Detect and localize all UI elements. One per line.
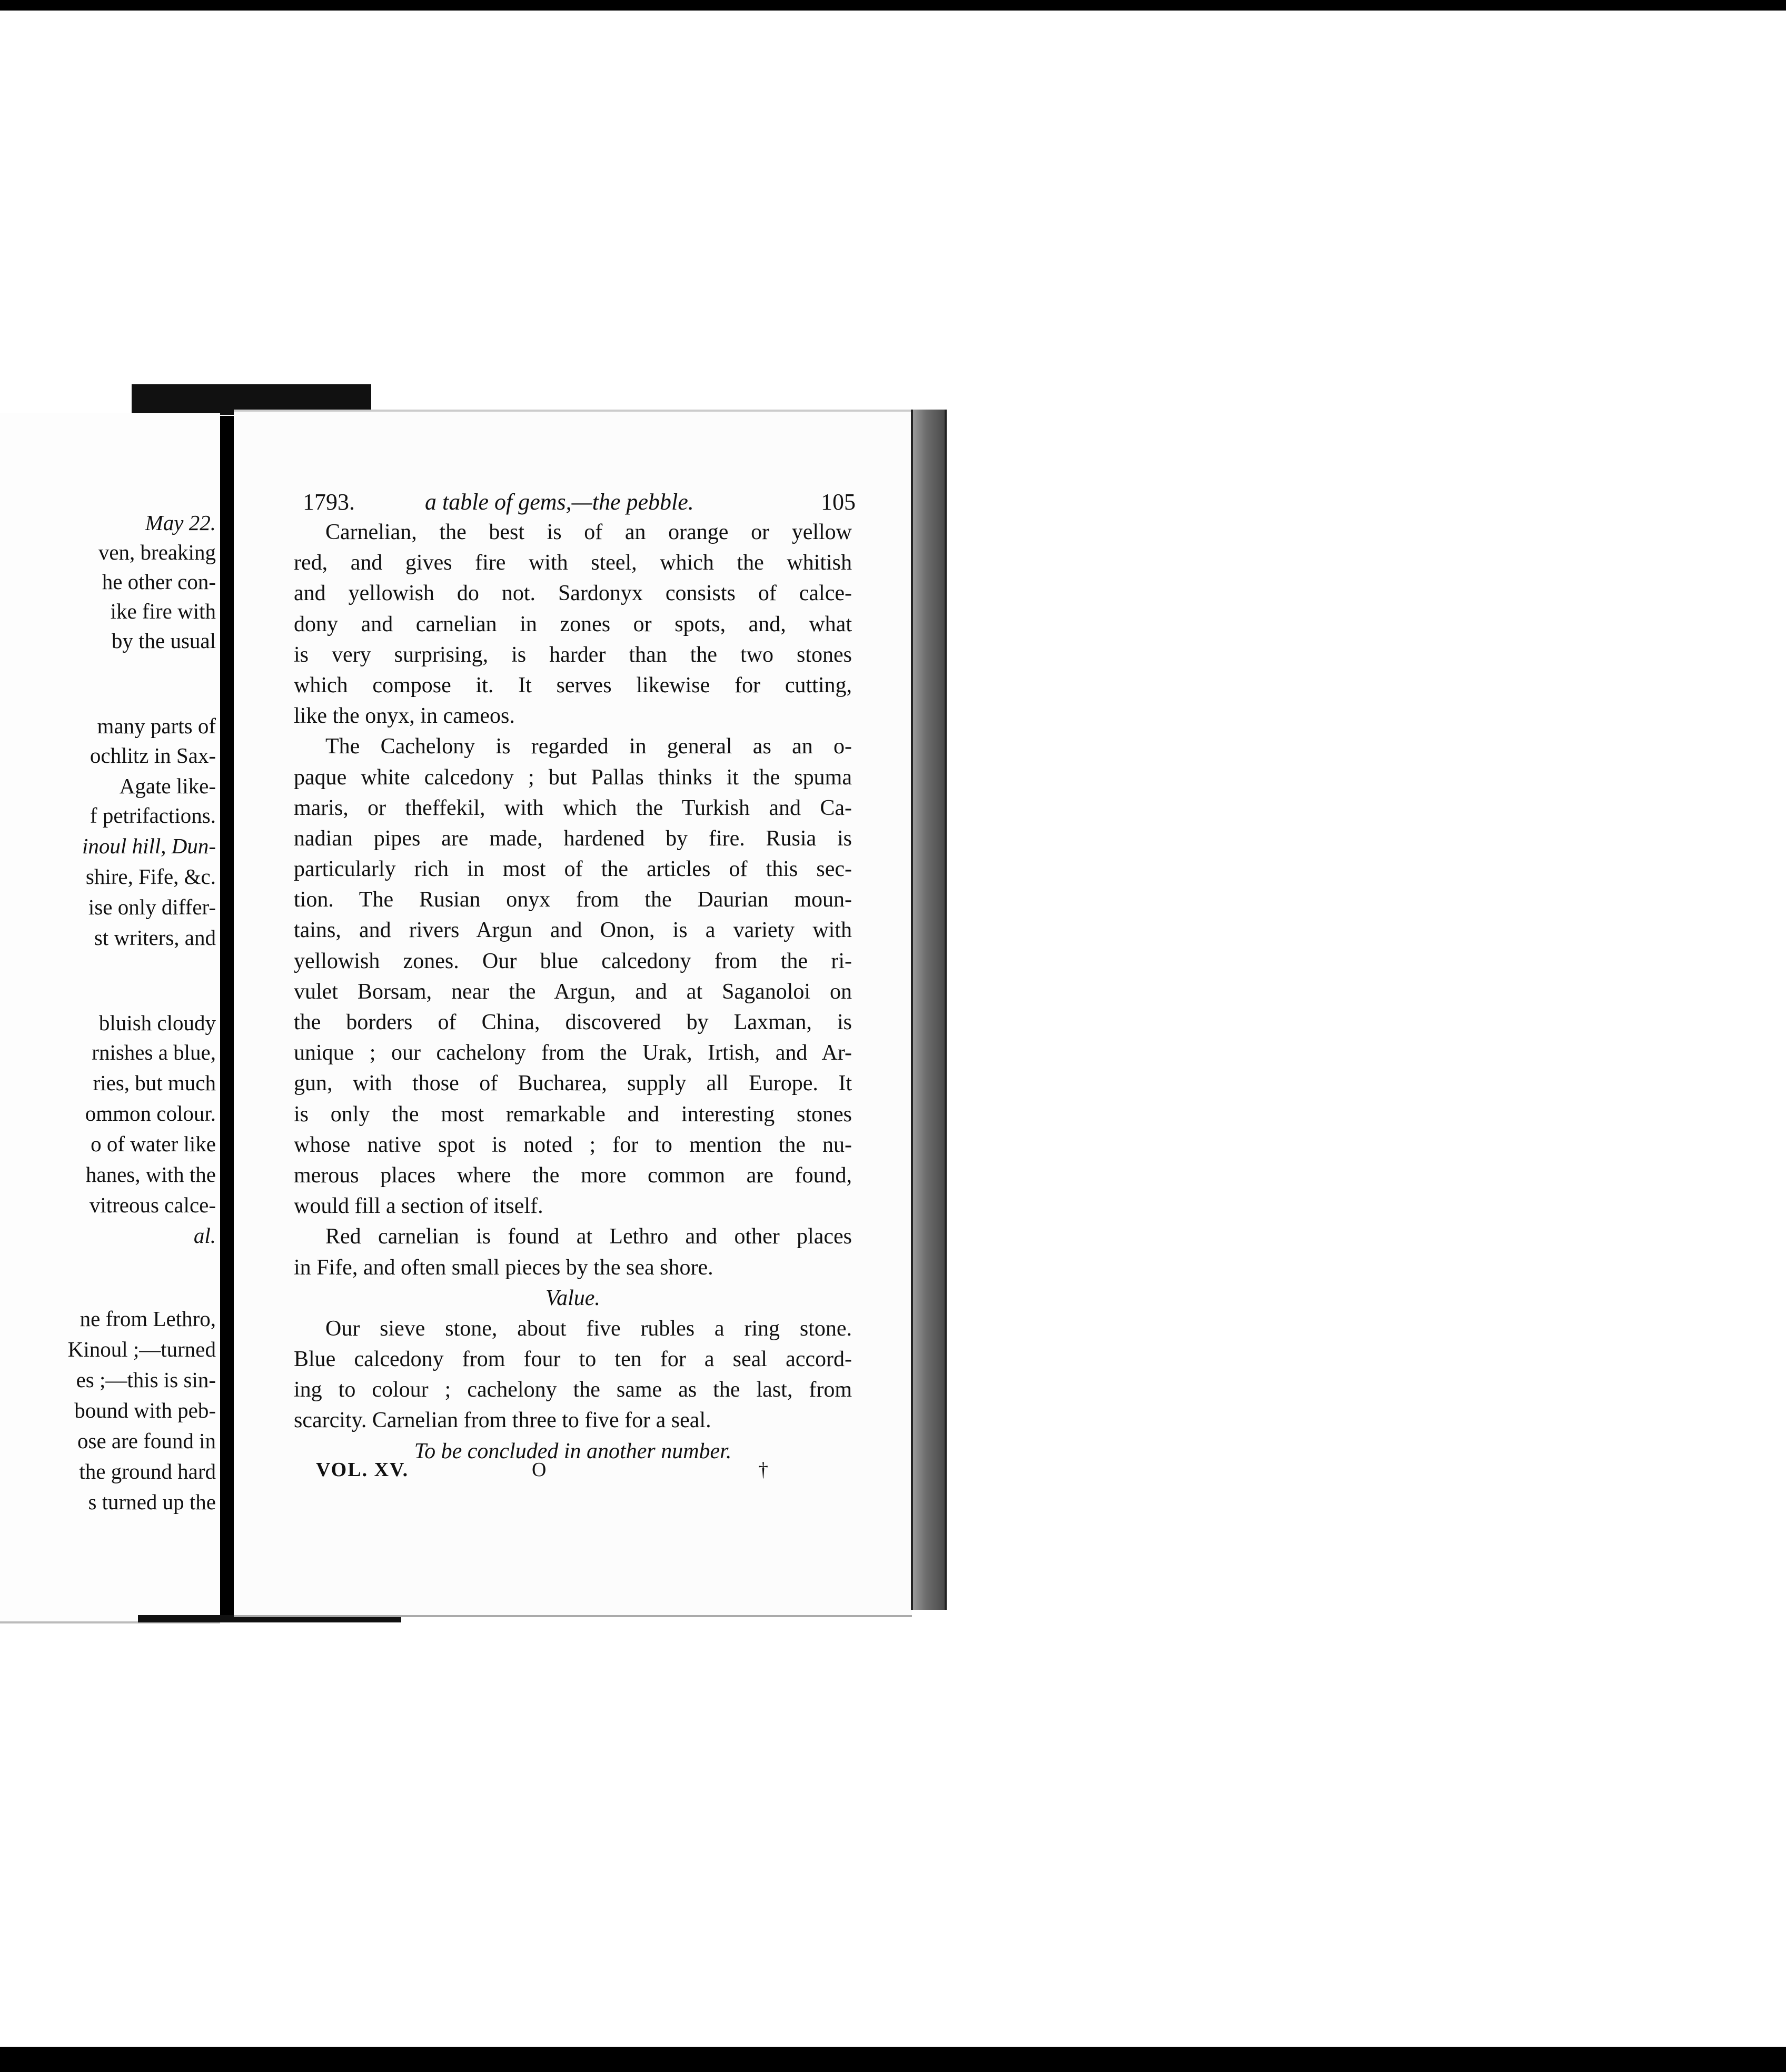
running-header — [303, 489, 856, 520]
text-line: whose native spot is noted ; for to mention the nu- — [294, 1132, 852, 1157]
left-page-line: rnishes a blue, — [92, 1040, 216, 1064]
text-line: ing to colour ; cachelony the same as the last, from — [294, 1378, 852, 1402]
text-line: which compose it. It serves likewise for cutting, — [294, 673, 852, 698]
left-page — [0, 413, 220, 1623]
left-page-line: ries, but much — [93, 1071, 216, 1095]
left-page-line: May 22. — [145, 511, 216, 535]
text-line: dony and carnelian in zones or spots, and, what — [294, 612, 852, 636]
left-page-line: hanes, with the — [85, 1162, 216, 1187]
text-line: the borders of China, discovered by Laxman, is — [294, 1010, 852, 1034]
text-line: tion. The Rusian onyx from the Daurian moun- — [294, 888, 852, 912]
left-page-line: st writers, and — [94, 925, 216, 950]
text-line: nadian pipes are made, hardened by fire. Rusia is — [294, 826, 852, 851]
left-page-line: by the usual — [111, 629, 216, 653]
text-line: maris, or theffekil, with which the Turkish and Ca- — [294, 795, 852, 820]
text-line: scarcity. Carnelian from three to five for a seal. — [294, 1408, 711, 1433]
left-page-line: bluish cloudy — [98, 1011, 216, 1035]
text-line: unique ; our cachelony from the Urak, Irtish, and Ar- — [294, 1041, 852, 1065]
left-page-line: shire, Fife, &c. — [85, 864, 216, 889]
volume-label: VOL. XV. — [316, 1459, 409, 1481]
running-title: a table of gems,—the pebble. — [425, 489, 694, 515]
text-line: and yellowish do not. Sardonyx consists of calce- — [294, 581, 852, 606]
text-line: would fill a section of itself. — [294, 1194, 543, 1219]
text-line: is only the most remarkable and interesting stones — [294, 1102, 852, 1127]
left-page-line: ochlitz in Sax- — [90, 743, 216, 768]
left-page-line: s turned up the — [88, 1490, 216, 1514]
text-line: yellowish zones. Our blue calcedony from the ri- — [294, 949, 852, 973]
section-heading-value: Value. — [545, 1286, 600, 1310]
continuation-note: To be concluded in another number. — [414, 1439, 732, 1463]
left-page-line: Kinoul ;—turned — [67, 1337, 216, 1361]
text-line: merous places where the more common are found, — [294, 1163, 852, 1188]
text-line: red, and gives fire with steel, which the whitish — [294, 551, 852, 575]
left-page-line: ose are found in — [77, 1429, 216, 1453]
scan-border-bottom — [0, 2047, 1786, 2072]
left-page-line: he other con- — [102, 570, 216, 594]
left-page-line: ven, breaking — [98, 540, 216, 564]
text-line: Red carnelian is found at Lethro and other places — [325, 1224, 852, 1249]
text-line: Blue calcedony from four to ten for a seal accord- — [294, 1347, 852, 1372]
signature-mark: O — [532, 1459, 548, 1481]
left-page-line: Agate like- — [119, 774, 216, 798]
left-page-line: ise only differ- — [88, 895, 216, 919]
left-page-line: ike fire with — [110, 599, 216, 623]
text-line: in Fife, and often small pieces by the sea shore. — [294, 1255, 713, 1280]
text-line: The Cachelony is regarded in general as an o- — [325, 734, 852, 759]
left-page-line: vitreous calce- — [89, 1193, 216, 1217]
text-line: is very surprising, is harder than the two stones — [294, 642, 852, 667]
dagger-mark: † — [758, 1459, 769, 1481]
left-page-line: o of water like — [91, 1132, 216, 1156]
left-page-line: ne from Lethro, — [80, 1307, 216, 1331]
left-page-line: al. — [193, 1223, 216, 1248]
text-line: gun, with those of Bucharea, supply all Europe. It — [294, 1071, 852, 1096]
left-page-line: ommon colour. — [85, 1101, 216, 1125]
text-line: Carnelian, the best is of an orange or yellow — [325, 520, 852, 544]
text-line: Our sieve stone, about five rubles a ring stone. — [325, 1316, 852, 1341]
left-page-line: f petrifactions. — [90, 803, 216, 828]
header-year: 1793. — [303, 489, 355, 515]
text-line: tains, and rivers Argun and Onon, is a variety with — [294, 918, 852, 943]
left-page-line: the ground hard — [79, 1459, 216, 1483]
left-page-line: es ;—this is sin- — [76, 1368, 216, 1392]
text-line: paque white calcedony ; but Pallas thinks it the spuma — [294, 765, 852, 790]
book-gutter — [220, 416, 234, 1617]
left-page-line: inoul hill, Dun- — [82, 834, 216, 858]
text-line: particularly rich in most of the articles of this sec- — [294, 857, 852, 882]
text-line: vulet Borsam, near the Argun, and at Saganoloi on — [294, 979, 852, 1004]
left-page-line: many parts of — [97, 714, 216, 738]
scan-border-top — [0, 0, 1786, 11]
text-line: like the onyx, in cameos. — [294, 704, 515, 729]
page-footer — [316, 1458, 790, 1490]
page-number: 105 — [821, 489, 856, 515]
left-page-line: bound with peb- — [74, 1398, 216, 1422]
body-text — [294, 517, 852, 1467]
page-fore-edge — [911, 410, 947, 1610]
